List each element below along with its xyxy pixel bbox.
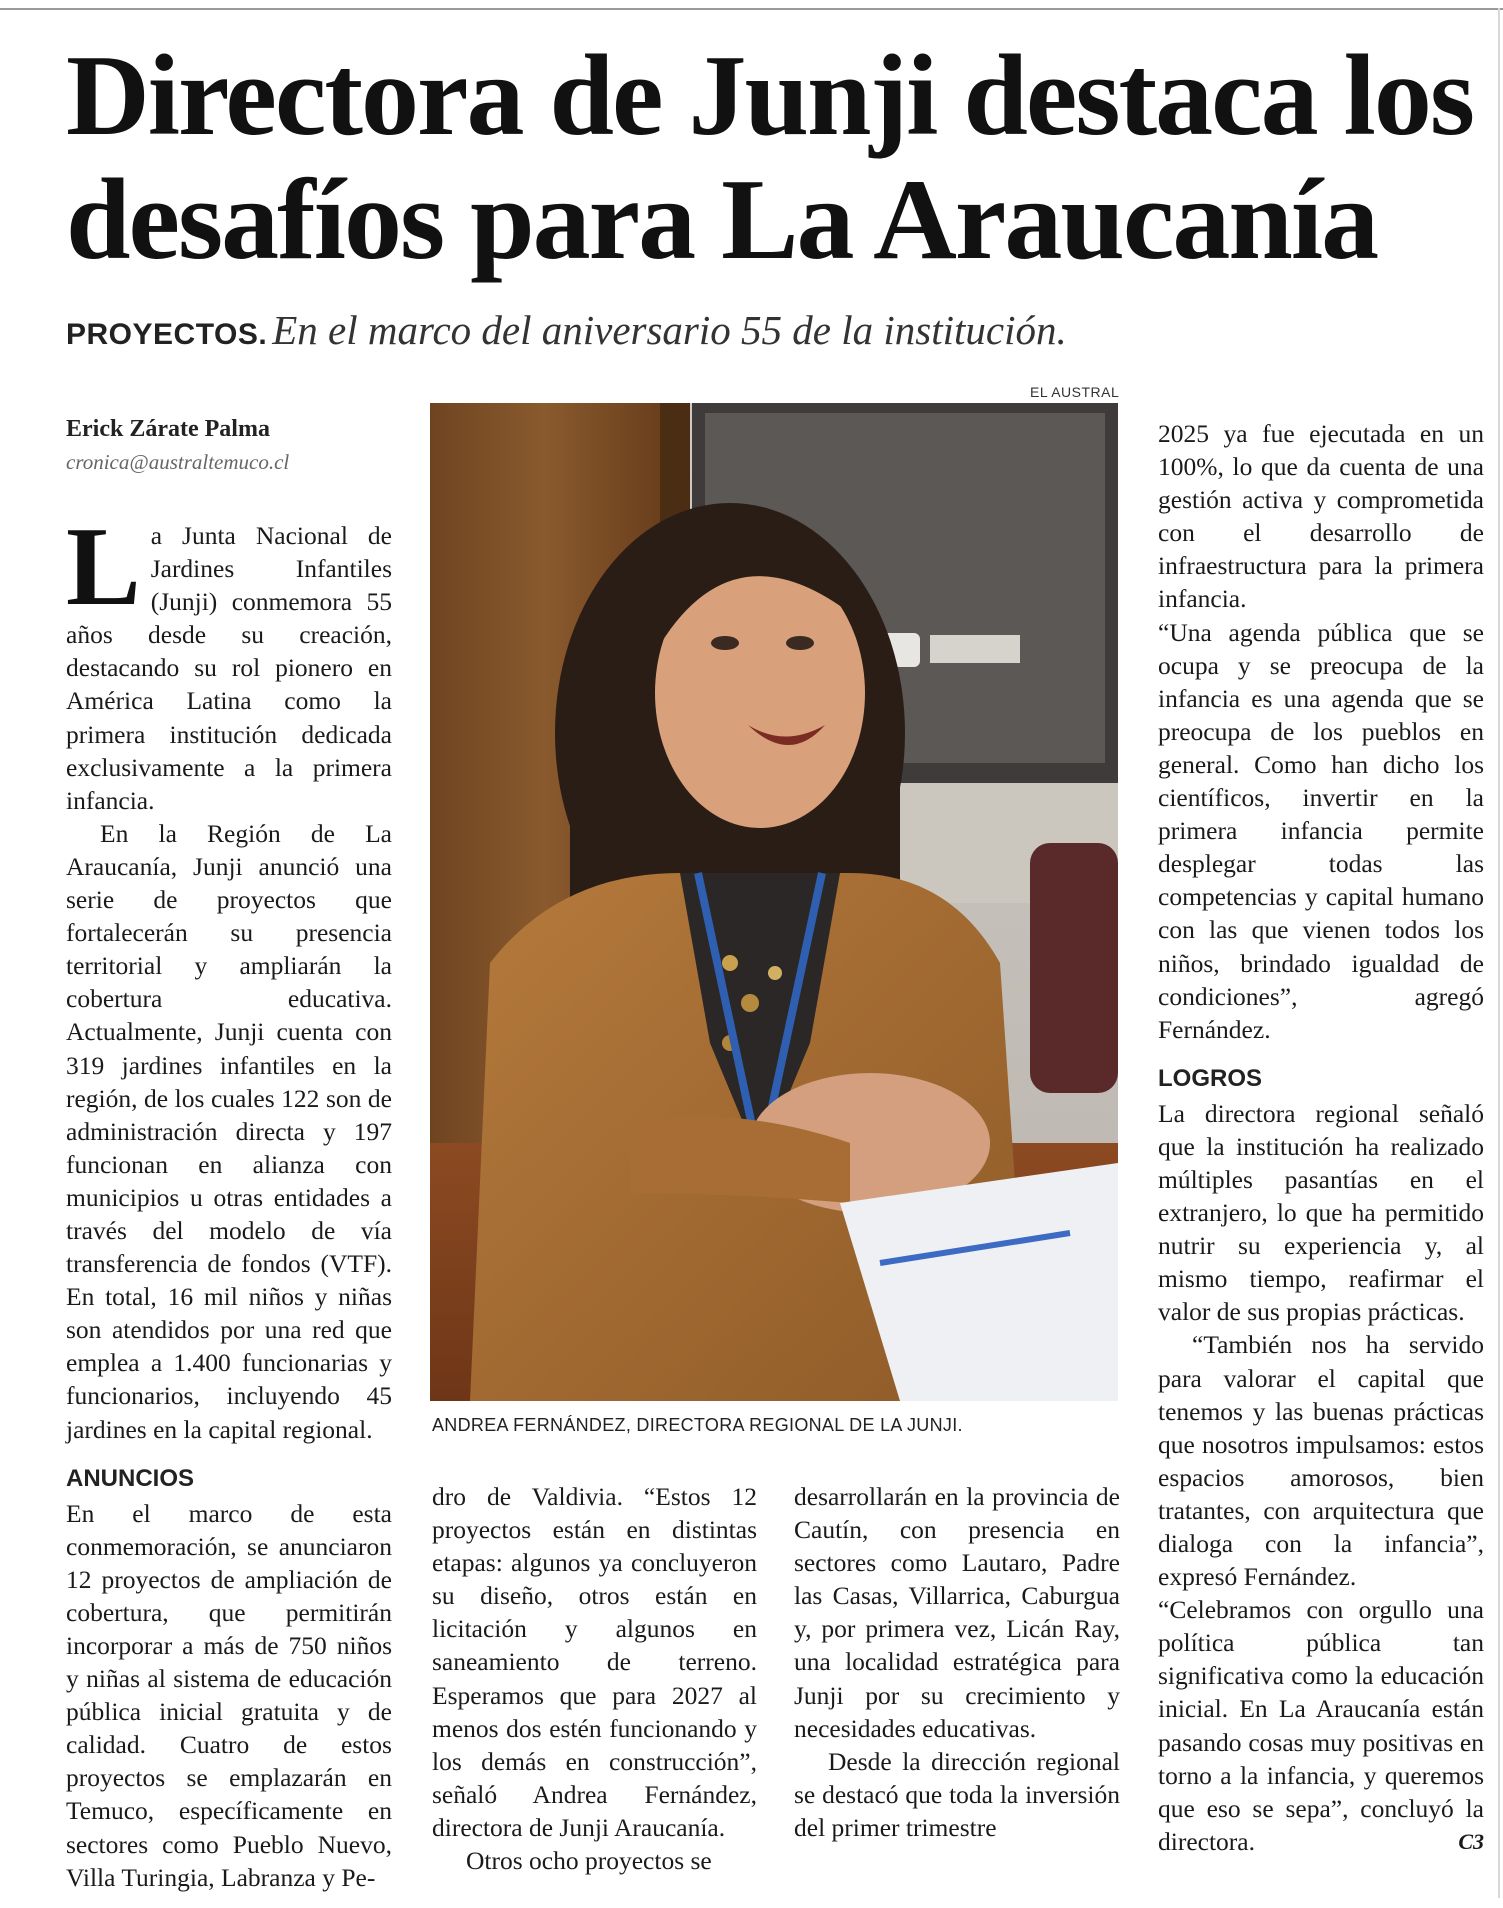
body-paragraph: Otros ocho proyectos se: [466, 1846, 712, 1876]
lead-text: a Junta Nacional de Jardines Infantiles (Junji) conmemora 55 años desde su creación, destacando su rol pionero en América Latina como la primera institución dedicada exclusivamente a la primera infancia.: [66, 521, 392, 815]
portrait-photo: [430, 403, 1118, 1401]
kicker-deck: En el marco del aniversario 55 de la institución.: [272, 307, 1067, 353]
photo-caption: ANDREA FERNÁNDEZ, DIRECTORA REGIONAL DE LA JUNJI.: [432, 1415, 963, 1435]
closing-quote: “Celebramos con orgullo una política pública tan significativa como la educación inicial. En La Araucanía están pasando cosas muy positivas en torno a la infancia, y queremos que eso se sepa”, concluyó la directora.: [1158, 1595, 1484, 1856]
author-email[interactable]: cronica@australtemuco.cl: [66, 450, 290, 474]
body-paragraph: En el marco de esta conmemoración, se anunciaron 12 proyectos de ampliación de cobertura, que permitirán incorporar a más de 750 niños y niñas al sistema de educación pública inicial gratuita y de calidad. Cuatro de estos proyectos se emplazarán en Temuco, específicamente en sectores como Pueblo Nuevo, Villa Turingia, Labranza y Pe-: [66, 1498, 392, 1892]
column-2: [432, 1480, 757, 1877]
body-paragraph: dro de Valdivia. “Estos 12 proyectos están en distintas etapas: algunos ya concluyeron su diseño, otros están en licitación y algunos en saneamiento de terreno. Esperamos que para 2027 al menos dos estén funcionando y los demás en construcción”, señaló Andrea Fernández, directora de Junji Araucanía.: [432, 1482, 757, 1842]
column-1: [66, 505, 392, 1894]
kicker: [66, 306, 1466, 354]
portrait-illustration: [430, 403, 1118, 1401]
photo-credit: EL AUSTRAL: [1030, 384, 1120, 400]
right-edge-rule: [1498, 8, 1500, 1898]
end-mark: C3: [1458, 1828, 1484, 1854]
body-paragraph: “También nos ha servido para valorar el capital que tenemos y las buenas prácticas que nosotros impulsamos: estos espacios amorosos, bien tratantes, con arquitectura que dialoga con la infancia”, expresó Fernández.: [1158, 1330, 1484, 1592]
body-paragraph: desarrollarán en la provincia de Cautín, con presencia en sectores como Lautaro, Padre las Casas, Villarrica, Caburgua y, por primera vez, Licán Ray, una localidad estratégica para Junji por su crecimiento y necesidades educativas.: [794, 1482, 1120, 1743]
body-paragraph: En la Región de La Araucanía, Junji anunció una serie de proyectos que fortalecerán su presencia territorial y ampliarán la cobertura educativa. Actualmente, Junji cuenta con 319 jardines infantiles en la región, de los cuales 122 son de administración directa y 197 funcionan en alianza con municipios u otras entidades a través del modelo de vía transferencia de fondos (VTF). En total, 16 mil niños y niñas son atendidos por una red que emplea a 1.400 funcionarias y funcionarios, incluyendo 45 jardines en la capital regional.: [66, 818, 392, 1444]
top-rule: [0, 8, 1503, 10]
lead-paragraph: [66, 505, 392, 817]
byline: Erick Zárate Palma: [66, 416, 270, 442]
body-paragraph: “Una agenda pública que se ocupa y se preocupa de la infancia es una agenda que se preocupa de los pueblos en general. Como han dicho los científicos, invertir en la primera infancia permite desplegar todas las competencias y capital humano con las que vienen todos los niños, brindado igualdad de condiciones”, agregó Fernández.: [1158, 617, 1484, 1044]
subhead-logros: LOGROS: [1158, 1064, 1263, 1092]
kicker-tag: PROYECTOS.: [66, 318, 268, 351]
dropcap: L: [66, 505, 141, 629]
body-paragraph: 2025 ya fue ejecutada en un 100%, lo que da cuenta de una gestión activa y comprometida con el desarrollo de infraestructura para la primera infancia.: [1158, 419, 1484, 614]
subhead-anuncios: ANUNCIOS: [66, 1464, 195, 1492]
column-3: [794, 1480, 1120, 1844]
body-paragraph: Desde la dirección regional se destacó que toda la inversión del primer trimestre: [794, 1746, 1120, 1842]
headline: Directora de Junji destaca los desafíos para La Araucanía: [66, 32, 1473, 284]
body-paragraph: [1158, 1593, 1484, 1858]
body-paragraph: La directora regional señaló que la institución ha realizado múltiples pasantías en el extranjero, lo que ha permitido nutrir su experiencia y, al mismo tiempo, reafirmar el valor de sus propias prácticas.: [1158, 1098, 1484, 1327]
column-4: [1158, 417, 1484, 1858]
